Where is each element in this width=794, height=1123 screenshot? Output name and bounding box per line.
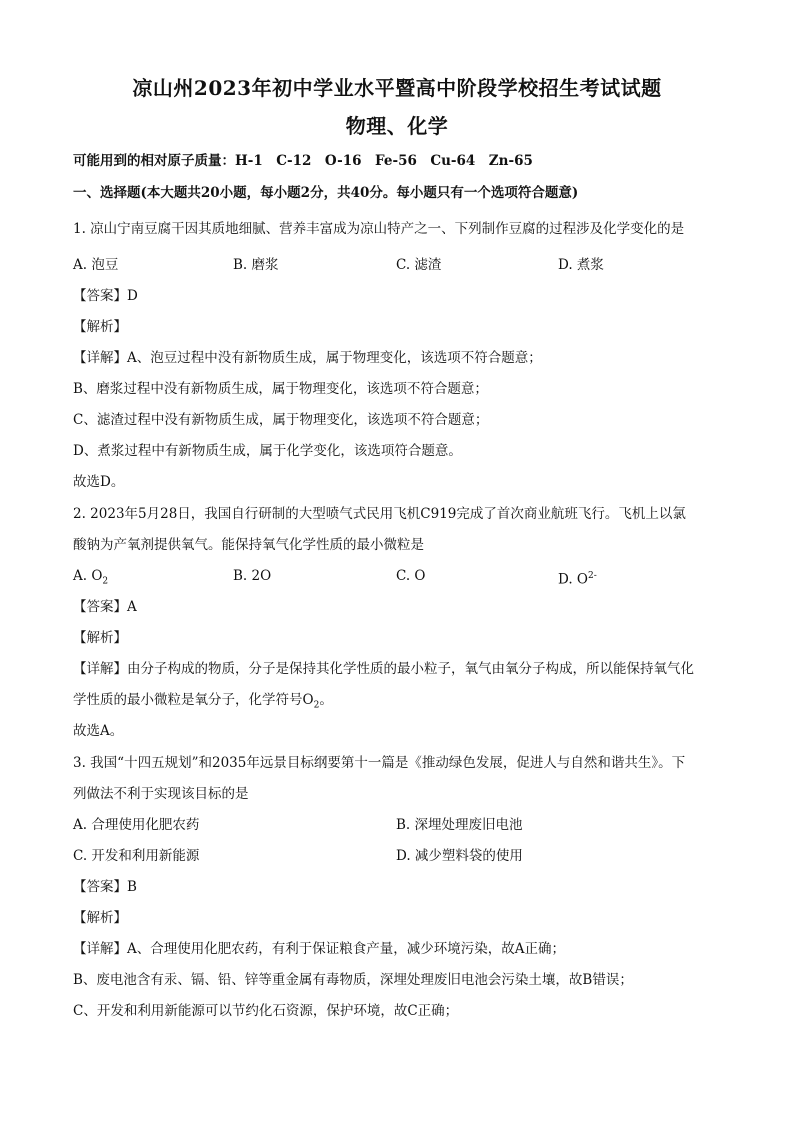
section-heading: 一、选择题(本大题共20小题，每小题2分，共40分。每小题只有一个选项符合题意): [73, 185, 579, 201]
q2-detail-line2: 学性质的最小微粒是氧分子，化学符号$O_2$。: [73, 692, 333, 711]
q1-analysis: 【解析】: [73, 319, 127, 335]
q1-option-a: A. 泡豆: [73, 257, 119, 273]
q1-stem: 1. 凉山宁南豆腐干因其质地细腻、营养丰富成为凉山特产之一、下列制作豆腐的过程涉及化学变化的是: [73, 221, 685, 237]
q1-detail-d: D、煮浆过程中有新物质生成，属于化学变化，该选项符合题意。: [73, 443, 462, 459]
q3-answer: 【答案】B: [73, 879, 137, 895]
q3-detail: 【详解】A、合理使用化肥农药，有利于保证粮食产量，减少环境污染，故A正确；: [73, 941, 565, 957]
q3-option-c: C. 开发和利用新能源: [73, 848, 200, 864]
q1-answer: 【答案】D: [73, 288, 138, 304]
q3-detail-b: B、废电池含有汞、镉、铅、锌等重金属有毒物质，深埋处理废旧电池会污染土壤，故B错误；: [73, 972, 633, 988]
q2-option-b: B. 2O: [233, 568, 272, 584]
q1-detail-b: B、磨浆过程中没有新物质生成，属于物理变化，该选项不符合题意；: [73, 381, 488, 397]
q1-detail-c: C、滤渣过程中没有新物质生成，属于物理变化，该选项不符合题意；: [73, 412, 489, 428]
page-subtitle: 物理、化学: [345, 114, 449, 138]
q1-option-c: C. 滤渣: [396, 257, 442, 273]
q2-choose: 故选A。: [73, 723, 124, 739]
q3-stem-line1: 3. 我国“十四五规划”和2035年远景目标纲要第十一篇是《推动绿色发展，促进人与自然和谐共生》。下: [73, 755, 686, 771]
q2-stem-line2: 酸钠为产氧剂提供氧气。能保持氧气化学性质的最小微粒是: [73, 537, 424, 553]
page-title: 凉山州2023年初中学业水平暨高中阶段学校招生考试试题: [132, 76, 662, 100]
q2-stem-line1: 2. 2023年5月28日，我国自行研制的大型喷气式民用飞机C919完成了首次商业航班飞行。飞机上以氯: [73, 506, 686, 522]
q2-answer: 【答案】A: [73, 599, 137, 615]
q2-option-a: A. $O_2$: [73, 568, 109, 587]
q1-option-d: D. 煮浆: [558, 257, 604, 273]
q2-detail-line1: 【详解】由分子构成的物质，分子是保持其化学性质的最小粒子，氧气由氧分子构成，所以能保持氧气化: [73, 661, 694, 677]
q1-detail: 【详解】A、泡豆过程中没有新物质生成，属于物理变化，该选项不符合题意；: [73, 350, 542, 366]
q3-option-d: D. 减少塑料袋的使用: [396, 848, 523, 864]
q3-option-a: A. 合理使用化肥农药: [73, 817, 200, 833]
q2-option-c: C. O: [396, 568, 426, 584]
atomic-mass-line: 可能用到的相对原子质量：H-1 C-12 O-16 Fe-56 Cu-64 Zn-65: [73, 153, 533, 169]
q1-option-b: B. 磨浆: [233, 257, 279, 273]
q2-analysis: 【解析】: [73, 630, 127, 646]
q3-option-b: B. 深埋处理废旧电池: [396, 817, 523, 833]
q1-choose: 故选D。: [73, 474, 125, 490]
q2-option-d: D. $O^{2-}$: [558, 571, 597, 588]
q3-analysis: 【解析】: [73, 910, 127, 926]
q3-stem-line2: 列做法不利于实现该目标的是: [73, 786, 249, 802]
q3-detail-c: C、开发和利用新能源可以节约化石资源，保护环境，故C正确；: [73, 1003, 459, 1019]
